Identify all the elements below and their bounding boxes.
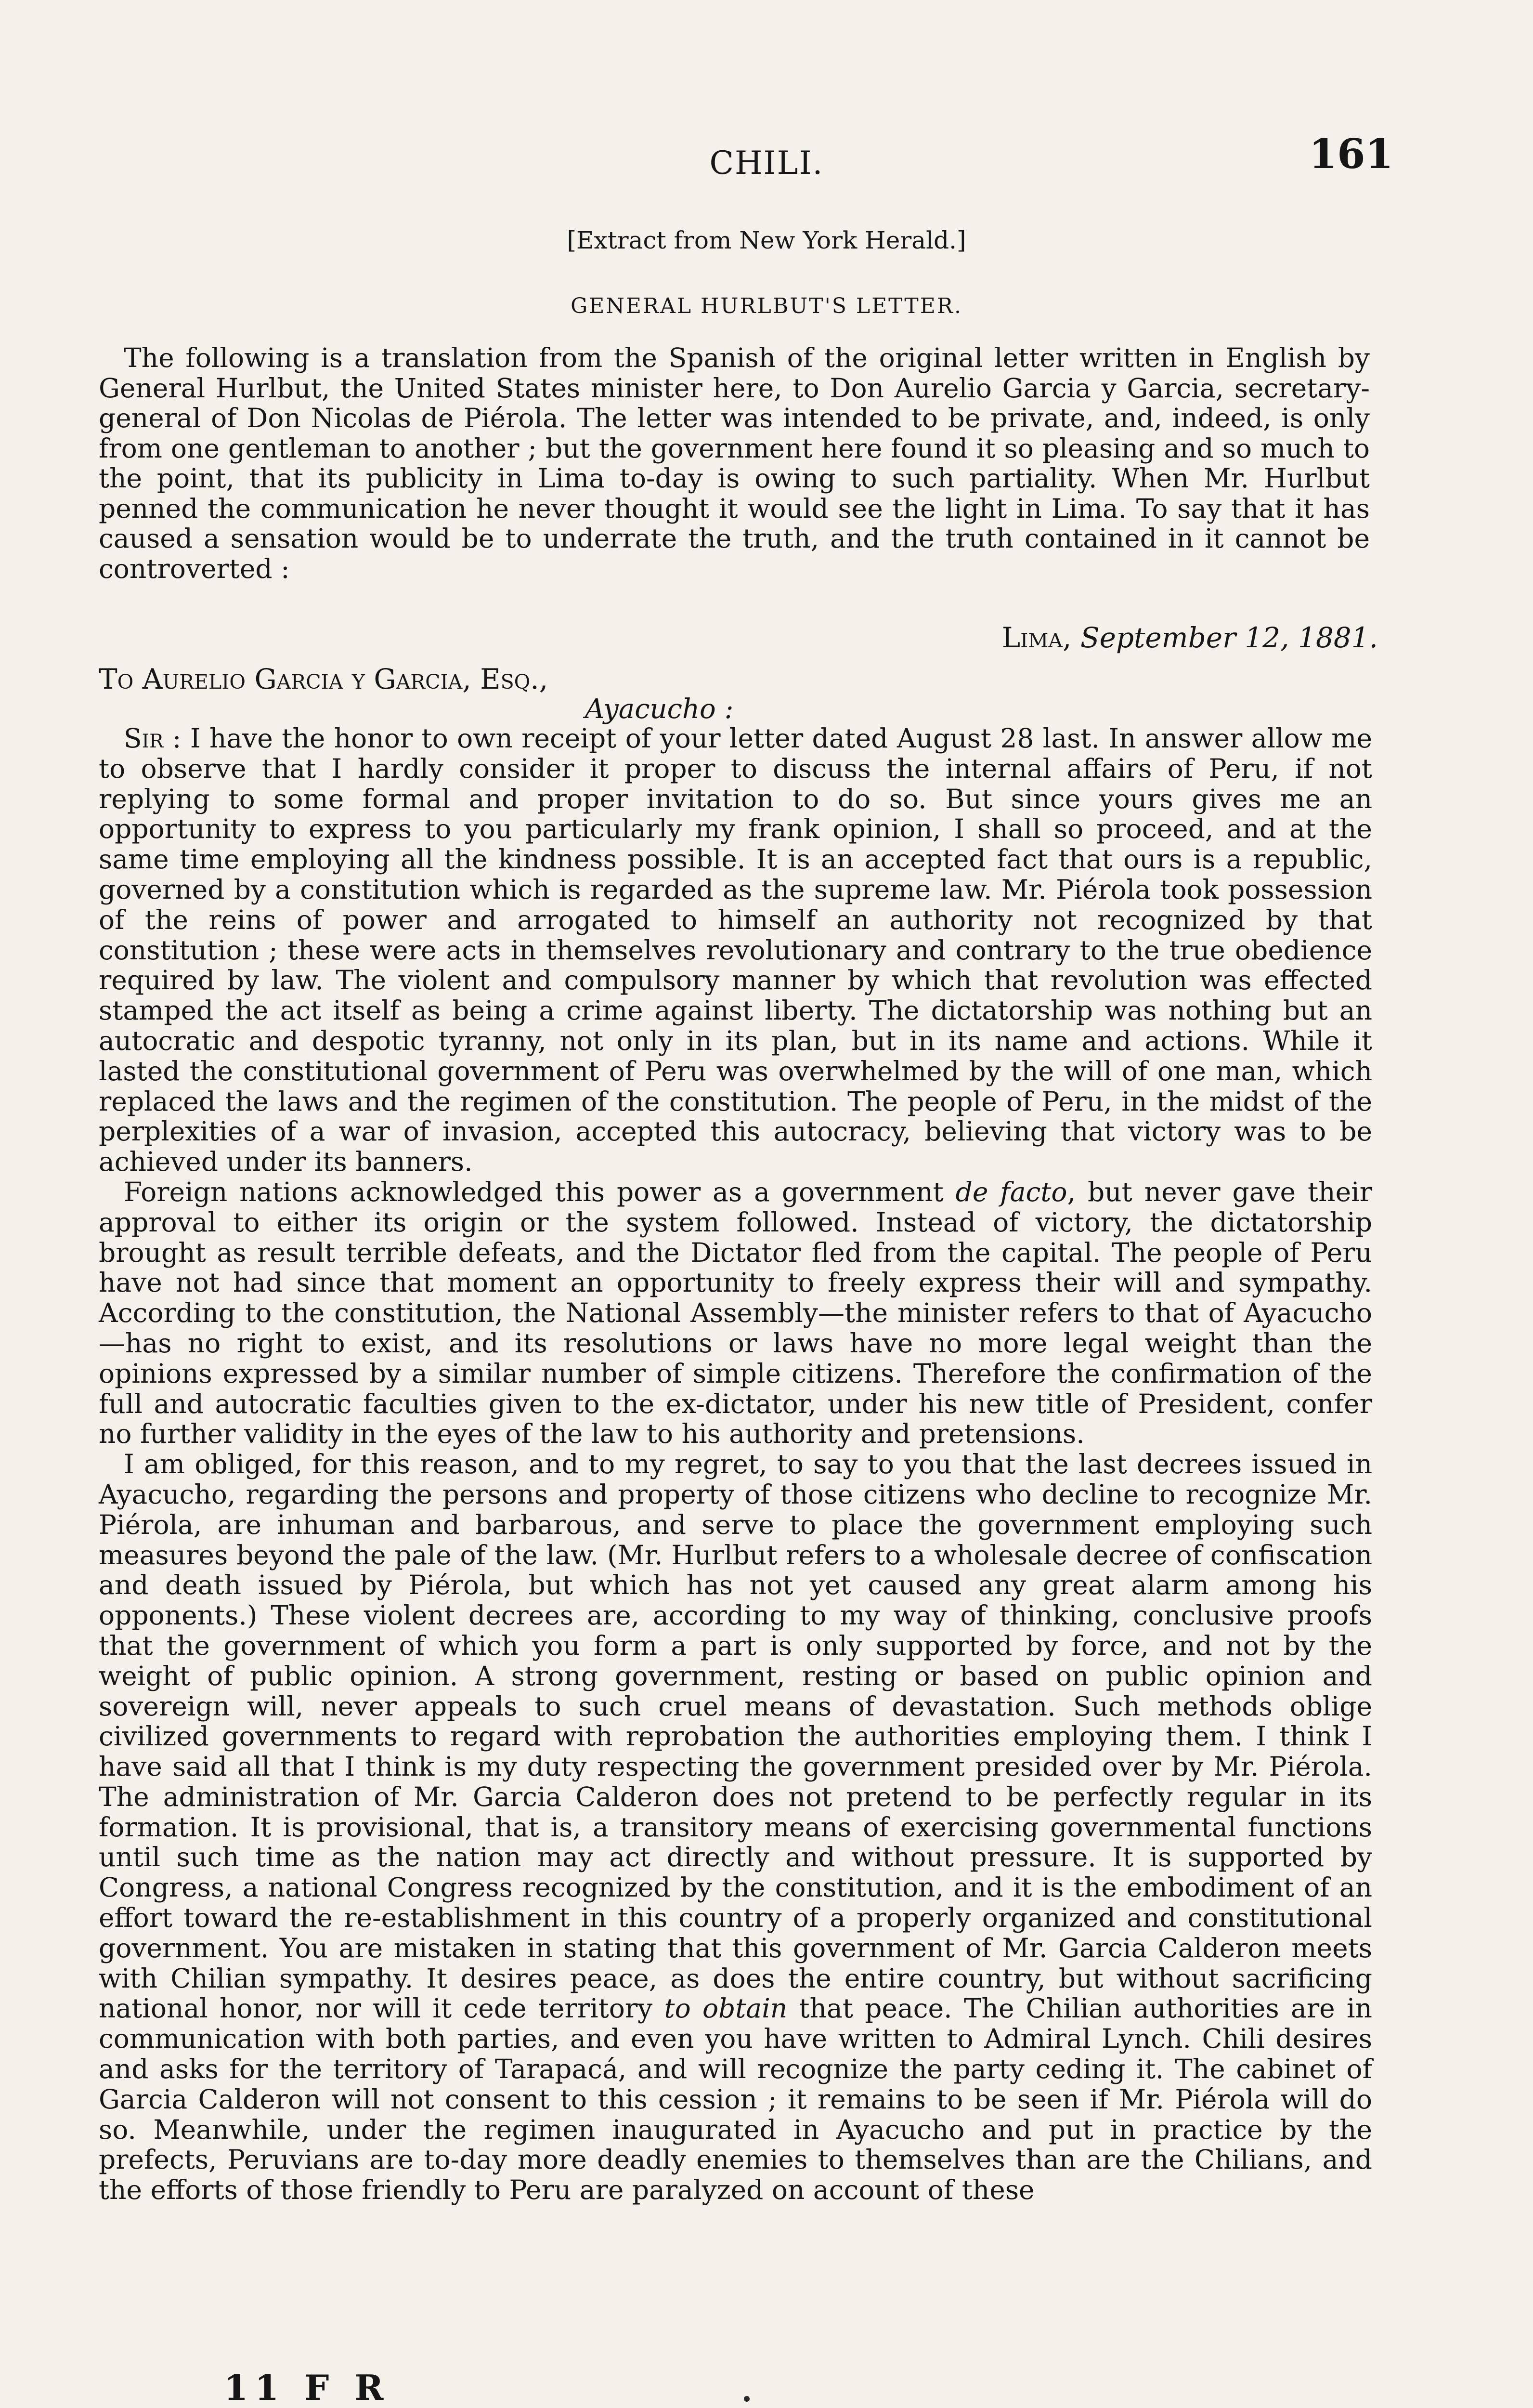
article-heading: GENERAL HURLBUT'S LETTER.: [571, 294, 962, 318]
ink-dot: [744, 2396, 750, 2402]
letter-paragraph-3: [99, 1449, 1372, 2205]
letter-body: [99, 723, 1372, 2205]
italic-term: to obtain: [664, 1993, 788, 2024]
signature-mark: 11 F R: [224, 2367, 390, 2408]
salutation-place: Ayacucho :: [585, 694, 734, 725]
dateline: [1002, 621, 1378, 654]
letter-paragraph-1: [99, 723, 1372, 1177]
salutation: To Aurelio Garcia y Garcia, Esq.,: [99, 663, 548, 695]
dateline-city: Lima,: [1001, 621, 1072, 654]
running-head: CHILI.: [709, 144, 824, 182]
dateline-date: September 12, 1881.: [1080, 621, 1378, 654]
paragraph-text: , but never gave their approval to either its origin or the system followed. Instead of victory, the dictatorship brought as result terrible defeats, and the Dictator fled from the capital. The people of Peru have not had since that moment an opportunity to freely express their will and sympathy. According to the constitution, the National Assembly—the minister refers to that of Ayacucho—has no right to exist, and its resolutions or laws have no more legal weight than the opinions expressed by a similar number of simple citizens. Therefore the confirmation of the full and autocratic faculties given to the ex-dictator, under his new title of President, confer no further validity in the eyes of the law to his authority and pretensions.: [99, 1176, 1373, 1450]
paragraph-text: that peace. The Chilian authorities are in communication with both parties, and even you have written to Admiral Lynch. Chili desires and asks for the territory of Tarapacá, and will recognize the party ceding it. The cabinet of Garcia Calderon will not consent to this cession ; it remains to be seen if Mr. Piérola will do so. Meanwhile, under the regimen inaugurated in Ayacucho and put in practice by the prefects, Peruvians are to-day more deadly enemies to themselves than are the Chilians, and the efforts of those friendly to Peru are paralyzed on account of these: [99, 1993, 1372, 2206]
paragraph-text: Foreign nations acknowledged this power as a government: [124, 1176, 956, 1207]
letter-address: Sir :: [124, 723, 182, 754]
page-number: 161: [1309, 130, 1393, 178]
letter-paragraph-1-text: I have the honor to own receipt of your letter dated August 28 last. In answer allow me to observe that I hardly consider it proper to discuss the internal affairs of Peru, if not replying to some formal and proper invitation to do so. But since yours gives me an opportunity to express to you particularly my frank opinion, I shall so proceed, and at the same time employing all the kindness possible. It is an accepted fact that ours is a republic, governed by a constitution which is regarded as the supreme law. Mr. Piérola took possession of the reins of power and arrogated to himself an authority not recognized by that constitution ; these were acts in themselves revolutionary and contrary to the true obedience required by law. The violent and compulsory manner by which that revolution was effected stamped the act itself as being a crime against liberty. The dictatorship was nothing but an autocratic and despotic tyranny, not only in its plan, but in its name and actions. While it lasted the constitutional government of Peru was overwhelmed by the will of one man, which replaced the laws and the regimen of the constitution. The people of Peru, in the midst of the perplexities of a war of invasion, accepted this autocracy, believing that victory was to be achieved under its banners.: [99, 723, 1372, 1178]
italic-term: de facto: [955, 1176, 1067, 1207]
paragraph-text: I am obliged, for this reason, and to my regret, to say to you that the last decrees issued in Ayacucho, regarding the persons and property of those citizens who decline to recognize Mr. Piérola, are inhuman and barbarous, and serve to place the government employing such measures beyond the pale of the law. (Mr. Hurlbut refers to a wholesale decree of confiscation and death issued by Piérola, but which has not yet caused any great alarm among his opponents.) These violent decrees are, according to my way of thinking, conclusive proofs that the government of which you form a part is only supported by force, and not by the weight of public opinion. A strong government, resting or based on public opinion and sovereign will, never appeals to such cruel means of devastation. Such methods oblige civilized governments to regard with reprobation the authorities employing them. I think I have said all that I think is my duty respecting the government presided over by Mr. Piérola. The administration of Mr. Garcia Calderon does not pretend to be perfectly regular in its formation. It is provisional, that is, a transitory means of exercising governmental functions until such time as the nation may act directly and without pressure. It is supported by Congress, a national Congress recognized by the constitution, and it is the embodiment of an effort toward the re-establishment in this country of a properly organized and constitutional government. You are mistaken in stating that this government of Mr. Garcia Calderon meets with Chilian sympathy. It desires peace, as does the entire country, but without sacrificing national honor, nor will it cede territory: [99, 1449, 1372, 2024]
intro-paragraph: The following is a translation from the Spanish of the original letter written in English by General Hurlbut, the United States minister here, to Don Aurelio Garcia y Garcia, secretary-general of Don Nicolas de Piérola. The letter was intended to be private, and, indeed, is only from one gentleman to another ; but the government here found it so pleasing and so much to the point, that its publicity in Lima to-day is owing to such partiality. When Mr. Hurlbut penned the communication he never thought it would see the light in Lima. To say that it has caused a sensation would be to underrate the truth, and the truth contained in it cannot be controverted :: [99, 342, 1370, 584]
source-note: [Extract from New York Herald.]: [567, 226, 966, 254]
letter-paragraph-2: [99, 1177, 1372, 1449]
